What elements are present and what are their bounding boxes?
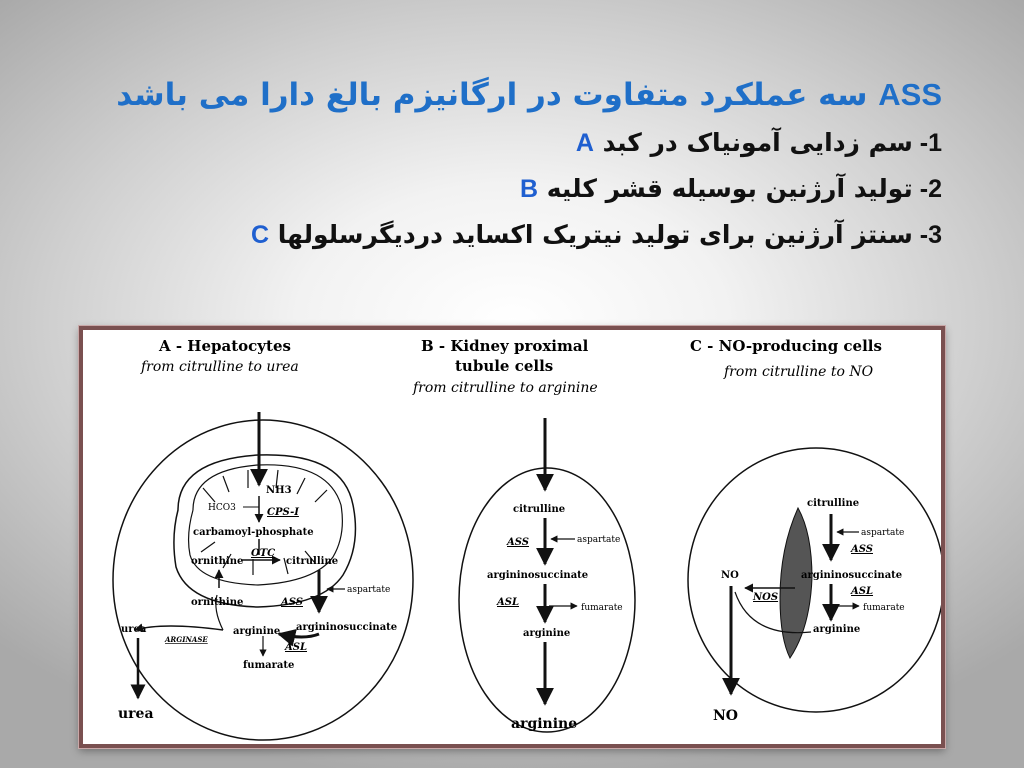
nos-membrane-shape bbox=[780, 508, 812, 658]
urea-output-label: urea bbox=[118, 706, 154, 722]
point-3-letter: C bbox=[250, 221, 269, 249]
point-2-letter: B bbox=[520, 175, 539, 203]
point-3-number: 3- bbox=[912, 221, 942, 249]
citrulline-label: citrulline bbox=[286, 556, 339, 567]
nh3-label: NH3 bbox=[266, 485, 292, 496]
point-2-text: تولید آرژنین بوسیله قشر کلیه bbox=[538, 174, 913, 203]
panel-b-header-line1: B - Kidney proximal bbox=[421, 337, 589, 355]
point-1-text: سم زدایی آمونیاک در کبد bbox=[593, 128, 913, 157]
point-3 bbox=[100, 212, 942, 258]
panel-c-subtitle: from citrulline to NO bbox=[724, 364, 874, 380]
panel-c-header: C - NO-producing cells bbox=[690, 337, 882, 355]
point-2 bbox=[100, 166, 942, 212]
panel-a-header: A - Hepatocytes bbox=[159, 337, 291, 355]
panel-a-subtitle: from citrulline to urea bbox=[141, 359, 299, 375]
pathway-diagram bbox=[83, 330, 941, 744]
asl-enzyme-c: ASL bbox=[851, 586, 874, 597]
arginine-output-label: arginine bbox=[511, 716, 578, 732]
point-3-text: سنتز آرژنین برای تولید نیتریک اکساید دردیگرسلولها bbox=[269, 220, 913, 249]
arginase-enzyme: ARGINASE bbox=[165, 635, 208, 644]
asl-enzyme-b: ASL bbox=[497, 597, 520, 608]
pathway-figure bbox=[79, 326, 945, 748]
arginine-label-a: arginine bbox=[233, 626, 281, 637]
aspartate-label-c: aspartate bbox=[861, 528, 905, 538]
citrulline-label-b: citrulline bbox=[513, 504, 566, 515]
no-output-label: NO bbox=[713, 708, 738, 724]
title-rest: سه عملکرد متفاوت در ارگانیزم بالغ دارا می باشد bbox=[116, 77, 879, 113]
panel-b-subtitle: from citrulline to arginine bbox=[413, 380, 598, 396]
arginine-label-b: arginine bbox=[523, 628, 571, 639]
point-2-number: 2- bbox=[912, 175, 942, 203]
fumarate-label-b: fumarate bbox=[581, 603, 623, 613]
point-1-letter: A bbox=[575, 129, 594, 157]
fumarate-label-a: fumarate bbox=[243, 660, 295, 671]
panel-a-hepatocytes bbox=[113, 337, 413, 740]
aspartate-label-b: aspartate bbox=[577, 535, 621, 545]
panel-c-no-producing bbox=[688, 337, 941, 724]
asl-arrow-a bbox=[279, 634, 319, 637]
urea-small-label: urea bbox=[121, 624, 147, 635]
cps1-enzyme: CPS-I bbox=[267, 507, 299, 518]
panel-b-kidney bbox=[412, 337, 635, 732]
arginase-arrow bbox=[135, 626, 223, 630]
fumarate-label-c: fumarate bbox=[863, 603, 905, 613]
argininosuccinate-label-a: argininosuccinate bbox=[296, 622, 398, 633]
carbamoyl-phosphate-label: carbamoyl-phosphate bbox=[193, 527, 314, 538]
point-1 bbox=[100, 120, 942, 166]
argininosuccinate-label-b: argininosuccinate bbox=[487, 570, 589, 581]
ornithine-outside-label: ornithine bbox=[191, 597, 244, 608]
argininosuccinate-label-c: argininosuccinate bbox=[801, 570, 903, 581]
aspartate-label: aspartate bbox=[347, 585, 391, 595]
arginine-label-c: arginine bbox=[813, 624, 861, 635]
slide-text-block bbox=[100, 70, 942, 258]
otc-enzyme: OTC bbox=[251, 548, 276, 559]
nos-enzyme: NOS bbox=[753, 592, 779, 603]
ass-enzyme-b: ASS bbox=[507, 537, 529, 548]
hepatocyte-cell-outline bbox=[113, 420, 413, 740]
asl-enzyme-a: ASL bbox=[285, 642, 308, 653]
panel-b-header-line2: tubule cells bbox=[455, 357, 554, 375]
ass-enzyme-a: ASS bbox=[281, 597, 303, 608]
point-1-number: 1- bbox=[912, 129, 942, 157]
slide-title bbox=[100, 70, 942, 120]
citrulline-label-c: citrulline bbox=[807, 498, 860, 509]
ornithine-inside-label: ornithine bbox=[191, 556, 244, 567]
title-prefix: ASS bbox=[878, 77, 942, 112]
no-small-label: NO bbox=[721, 570, 739, 581]
ass-enzyme-c: ASS bbox=[851, 544, 873, 555]
hco3-label: HCO3 bbox=[208, 503, 236, 513]
